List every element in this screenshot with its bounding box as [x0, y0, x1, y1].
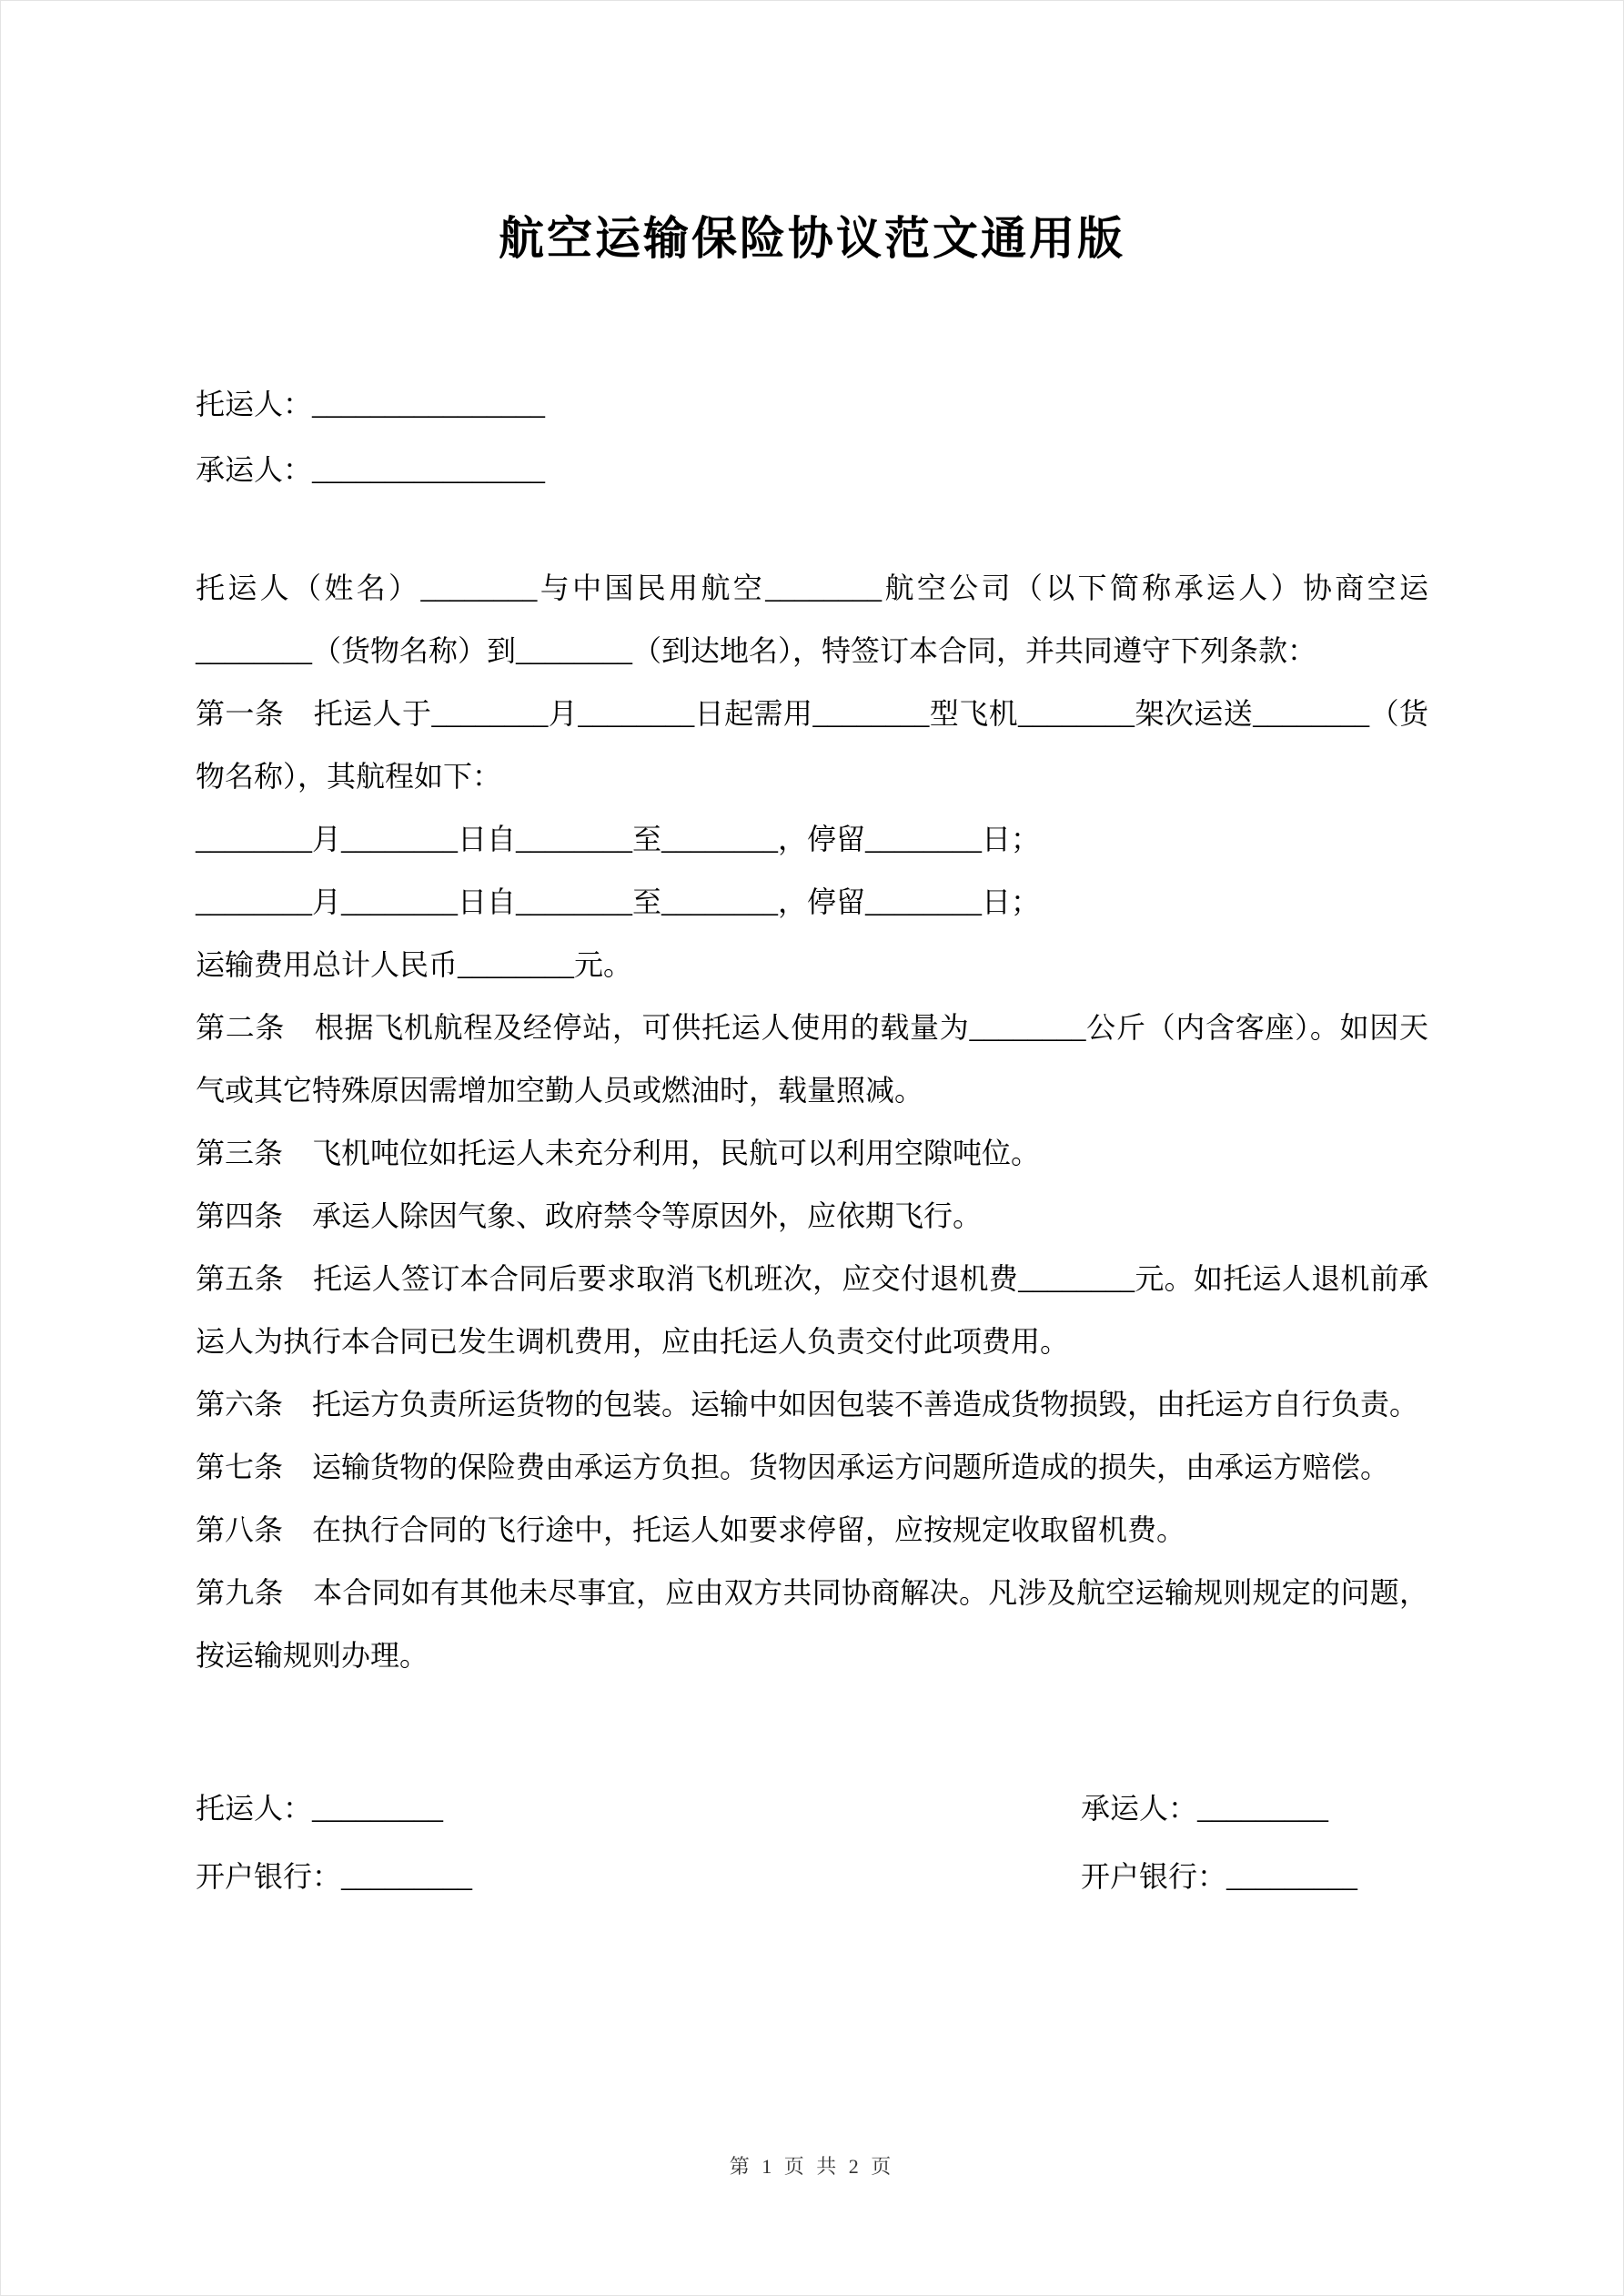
shipper-signature-blank: _________: [312, 1792, 444, 1825]
signature-row-parties: [196, 1775, 1428, 1843]
shipper-blank: ________________: [312, 388, 546, 420]
carrier-bank-blank: _________: [1226, 1860, 1358, 1893]
carrier-signature-blank: _________: [1197, 1792, 1329, 1825]
article-4: 第四条 承运人除因气象、政府禁令等原因外，应依期飞行。: [196, 1199, 983, 1232]
contract-body: [196, 557, 1428, 1687]
route-line-2: ________月________日自________至________，停留________日；: [196, 885, 1041, 918]
shipper-label: 托运人：: [196, 388, 313, 420]
carrier-bank-label: 开户银行：: [1081, 1860, 1227, 1893]
route-line-1: ________月________日自________至________，停留________日；: [196, 823, 1041, 855]
article-9: 第九条 本合同如有其他未尽事宜，应由双方共同协商解决。凡涉及航空运输规则规定的问题，按运输规则办理。: [196, 1576, 1428, 1672]
paragraph-intro: 托运人（姓名）________与中国民用航空________航空公司（以下简称承运人）协商空运________（货物名称）到________（到达地名），特签订本合同，并共同遵守下列条款：: [196, 571, 1428, 667]
signature-row-banks: [196, 1843, 1428, 1911]
page-number: 第 1 页 共 2 页: [729, 2155, 895, 2178]
party-block: [196, 371, 1428, 502]
article-1: 第一条 托运人于________月________日起需用________型飞机________架次运送________（货物名称），其航程如下：: [196, 697, 1428, 793]
carrier-signature-label: 承运人：: [1081, 1792, 1198, 1825]
article-7: 第七条 运输货物的保险费由承运方负担。货物因承运方问题所造成的损失，由承运方赔偿。: [196, 1451, 1390, 1483]
shipper-signature: [196, 1775, 1081, 1843]
carrier-blank: ________________: [312, 453, 546, 486]
article-8: 第八条 在执行合同的飞行途中，托运人如要求停留，应按规定收取留机费。: [196, 1513, 1186, 1546]
article-2: 第二条 根据飞机航程及经停站，可供托运人使用的载量为________公斤（内含客座）。如因天气或其它特殊原因需增加空勤人员或燃油时，载量照减。: [196, 1011, 1428, 1107]
signature-section: [196, 1775, 1428, 1911]
shipper-line: [196, 371, 1428, 437]
shipper-bank-blank: _________: [341, 1860, 473, 1893]
carrier-line: [196, 437, 1428, 502]
article-5: 第五条 托运人签订本合同后要求取消飞机班次，应交付退机费________元。如托运人退机前承运人为执行本合同已发生调机费用，应由托运人负责交付此项费用。: [196, 1262, 1428, 1358]
shipper-signature-label: 托运人：: [196, 1792, 313, 1825]
freight-total-line: 运输费用总计人民币________元。: [196, 948, 633, 981]
document-title: 航空运输保险协议范文通用版: [499, 213, 1125, 264]
article-6: 第六条 托运方负责所运货物的包装。运输中如因包装不善造成货物损毁，由托运方自行负责。: [196, 1388, 1419, 1421]
shipper-bank-label: 开户银行：: [196, 1860, 342, 1893]
carrier-signature: [1081, 1775, 1428, 1843]
article-3: 第三条 飞机吨位如托运人未充分利用，民航可以利用空隙吨位。: [196, 1137, 1041, 1169]
shipper-bank: [196, 1843, 1081, 1911]
carrier-label: 承运人：: [196, 453, 313, 486]
carrier-bank: [1081, 1843, 1428, 1911]
